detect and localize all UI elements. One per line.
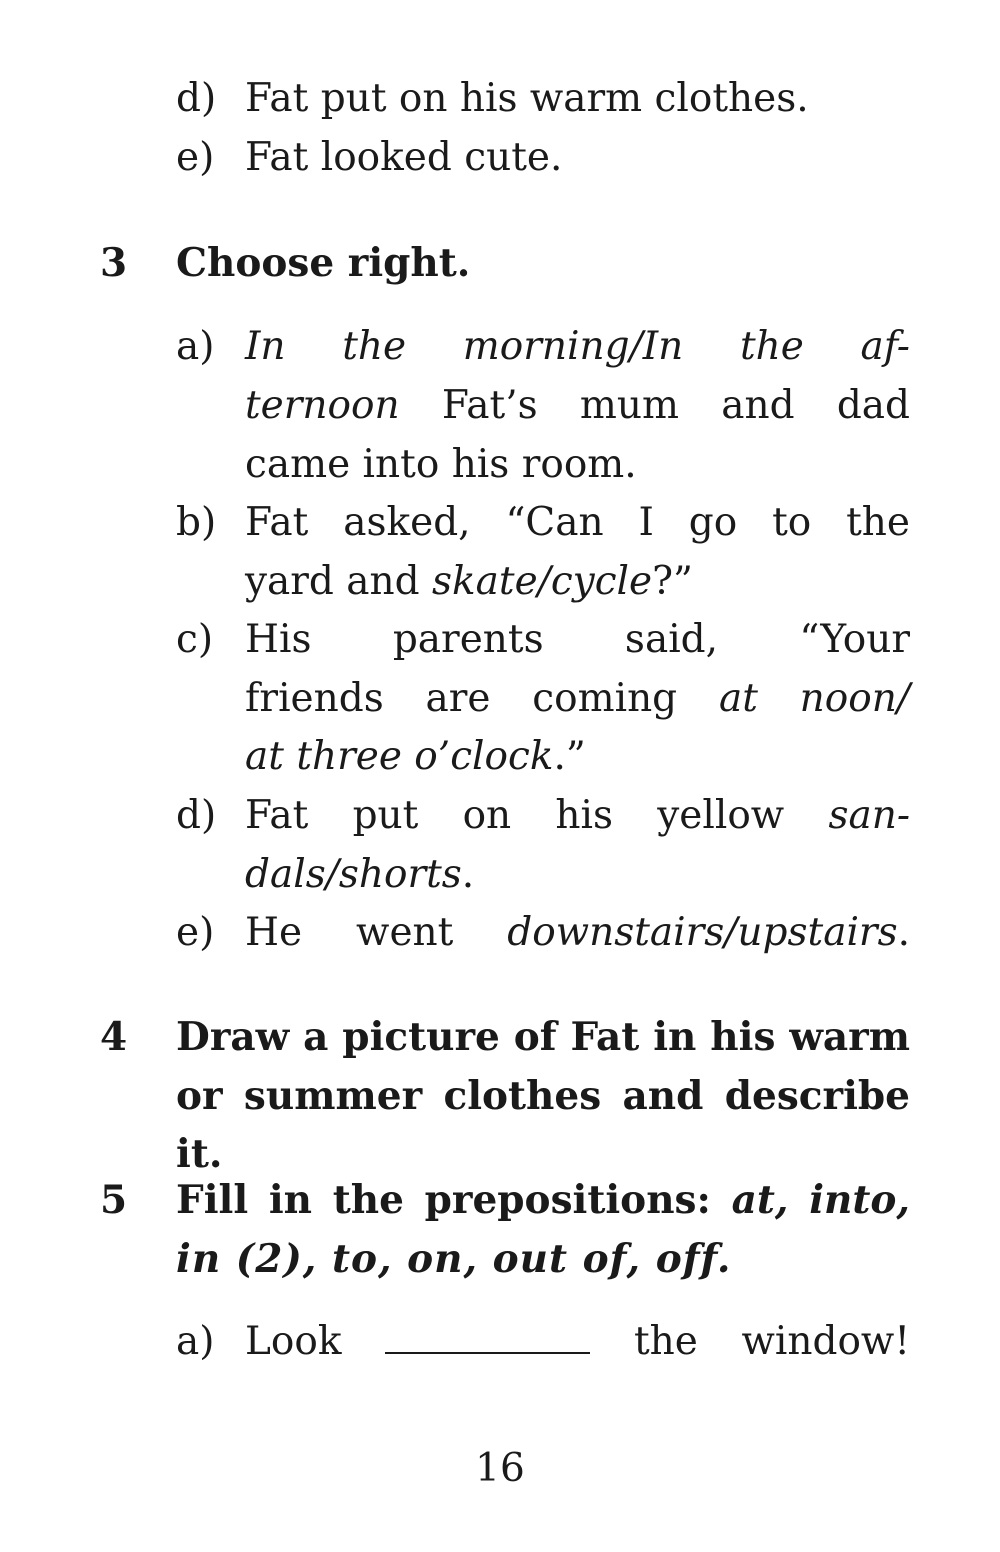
italic-choice: san- <box>828 793 910 838</box>
item-label: e) <box>176 910 215 955</box>
italic-choice: at noon/ <box>718 676 910 721</box>
list-item-continuation <box>0 670 1000 728</box>
item-label: a) <box>176 1319 215 1364</box>
list-item-continuation <box>0 377 1000 435</box>
list-item <box>0 787 1000 845</box>
preposition-list: in (2), to, on, out of, off. <box>176 1236 732 1282</box>
exercise-instruction: Draw a picture of Fat in his warm <box>176 1014 910 1060</box>
item-label: e) <box>176 135 215 180</box>
list-item <box>0 70 1000 128</box>
item-label: d) <box>176 76 217 121</box>
item-text: Fat asked, “Can I go to the <box>245 500 910 545</box>
italic-choice: downstairs/upstairs <box>507 910 898 955</box>
list-item <box>0 1313 1000 1371</box>
exercise-number: 5 <box>100 1177 128 1223</box>
item-text <box>245 553 910 611</box>
item-text <box>245 904 910 962</box>
plain-text: Fat’s mum and dad <box>399 383 910 428</box>
exercise-heading-continuation <box>0 1067 1000 1177</box>
list-item-continuation <box>0 728 1000 786</box>
item-text <box>245 728 910 786</box>
list-item <box>0 611 1000 669</box>
italic-choice: at three o’clock <box>245 734 554 779</box>
page-number: 16 <box>475 1446 525 1491</box>
plain-text: .” <box>553 734 586 779</box>
italic-choice: dals/shorts <box>245 852 462 897</box>
item-text: Fat put on his warm clothes. <box>245 76 809 121</box>
list-item-continuation <box>0 846 1000 904</box>
plain-text: ?” <box>652 559 693 604</box>
plain-text: yard and <box>245 559 433 604</box>
list-item <box>0 494 1000 552</box>
exercise-heading <box>0 1171 1000 1229</box>
item-label: a) <box>176 324 215 369</box>
list-item-continuation <box>0 553 1000 611</box>
list-item-continuation <box>0 436 1000 494</box>
exercise-number: 3 <box>100 240 128 286</box>
plain-text: the window! <box>633 1319 910 1364</box>
item-text: His parents said, “Your <box>245 617 910 662</box>
fill-in-blank[interactable] <box>385 1316 590 1354</box>
item-text <box>245 318 910 376</box>
italic-choice: In the morning/In the af- <box>245 324 910 369</box>
plain-text: . <box>897 910 910 955</box>
item-text: came into his room. <box>245 442 637 487</box>
exercise-instruction: or summer clothes and describe it. <box>176 1073 910 1177</box>
item-text <box>245 377 910 435</box>
item-label: b) <box>176 500 217 545</box>
item-label: d) <box>176 793 217 838</box>
item-label: c) <box>176 617 214 662</box>
plain-text: . <box>461 852 475 897</box>
list-item <box>0 904 1000 962</box>
plain-text: friends are coming <box>245 676 719 721</box>
item-text <box>245 670 910 728</box>
plain-text: Look <box>245 1319 342 1364</box>
italic-choice: skate/cycle <box>432 559 653 604</box>
preposition-list: at, into, <box>731 1177 910 1223</box>
exercise-number: 4 <box>100 1014 128 1060</box>
exercise-instruction <box>176 1230 910 1288</box>
plain-text: Fat put on his yellow <box>245 793 829 838</box>
item-text <box>245 846 910 904</box>
exercise-heading <box>0 234 1000 292</box>
item-text: Fat looked cute. <box>245 135 563 180</box>
item-text <box>245 787 910 845</box>
exercise-heading-continuation <box>0 1230 1000 1288</box>
list-item <box>0 129 1000 187</box>
item-text <box>245 1313 910 1371</box>
list-item <box>0 318 1000 376</box>
plain-text: Fill in the prepositions: <box>176 1177 732 1223</box>
exercise-title: Choose right. <box>176 240 471 286</box>
exercise-heading <box>0 1008 1000 1066</box>
italic-choice: ternoon <box>245 383 400 428</box>
plain-text: He went <box>245 910 508 955</box>
exercise-instruction <box>176 1171 910 1229</box>
